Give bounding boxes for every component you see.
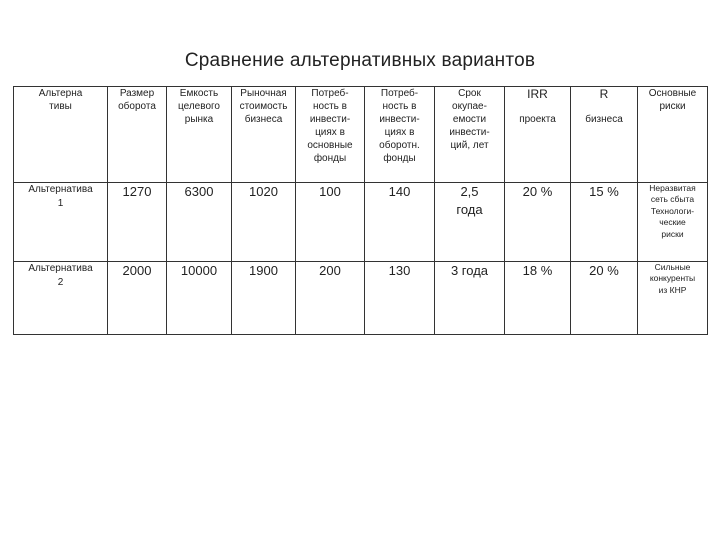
header-irr: IRR проекта [505, 87, 571, 183]
table-cell: 10000 [167, 262, 232, 335]
table-cell: 130 [365, 262, 435, 335]
table-cell: 20 % [571, 262, 638, 335]
row-name: Альтернатива 1 [14, 183, 108, 262]
comparison-table [13, 86, 708, 335]
header-market-value: Рыночная стоимость бизнеса [232, 87, 296, 183]
slide-title: Сравнение альтернативных вариантов [184, 50, 536, 71]
table-cell: 2,5 года [435, 183, 505, 262]
header-turnover: Размер оборота [108, 87, 167, 183]
header-risks: Основные риски [638, 87, 708, 183]
table-cell: 6300 [167, 183, 232, 262]
table-cell: 1900 [232, 262, 296, 335]
header-row [14, 87, 708, 183]
table-cell: 1020 [232, 183, 296, 262]
risks-cell: Неразвитая сеть сбыта Технологи- ческие риски [638, 183, 708, 262]
header-alternatives: Альтерна тивы [14, 87, 108, 183]
header-fixed-assets-investment: Потреб- ность в инвести- циях в основные фонды [296, 87, 365, 183]
table-cell: 15 % [571, 183, 638, 262]
table-cell: 140 [365, 183, 435, 262]
header-payback-period: Срок окупае- емости инвести- ций, лет [435, 87, 505, 183]
header-working-capital-investment: Потреб- ность в инвести- циях в оборотн. фонды [365, 87, 435, 183]
table-cell: 100 [296, 183, 365, 262]
table-cell: 1270 [108, 183, 167, 262]
header-market-capacity: Емкость целевого рынка [167, 87, 232, 183]
table-row [14, 262, 708, 335]
table-row [14, 183, 708, 262]
table-cell: 3 года [435, 262, 505, 335]
risks-cell: Сильные конкуренты из КНР [638, 262, 708, 335]
row-name: Альтернатива 2 [14, 262, 108, 335]
table-cell: 18 % [505, 262, 571, 335]
table-cell: 20 % [505, 183, 571, 262]
table-cell: 200 [296, 262, 365, 335]
table-cell: 2000 [108, 262, 167, 335]
header-r: R бизнеса [571, 87, 638, 183]
